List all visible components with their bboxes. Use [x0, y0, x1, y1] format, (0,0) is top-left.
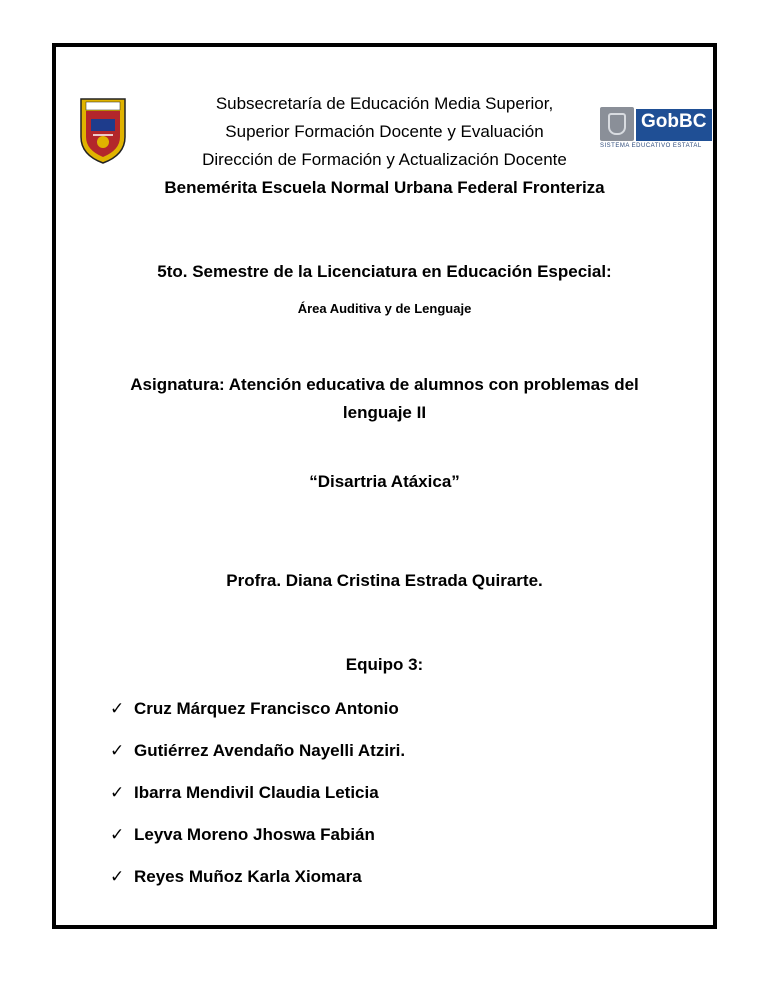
list-item: [110, 739, 405, 781]
header-line-3: Dirección de Formación y Actualización Docente: [202, 150, 567, 169]
checkmark-icon: ✓: [110, 867, 125, 886]
header-line-1: Subsecretaría de Educación Media Superior,: [215, 94, 554, 113]
member-name: Leyva Moreno Jhoswa Fabián: [134, 825, 375, 844]
semester-line: 5to. Semestre de la Licenciatura en Educación Especial:: [157, 262, 612, 281]
checkmark-icon: ✓: [110, 783, 125, 802]
member-name: Reyes Muñoz Karla Xiomara: [134, 867, 362, 886]
member-name: Cruz Márquez Francisco Antonio: [134, 699, 399, 718]
team-member-list: [110, 697, 405, 907]
teacher-name: Profra. Diana Cristina Estrada Quirarte.: [226, 571, 543, 590]
member-name: Ibarra Mendivil Claudia Leticia: [134, 783, 379, 802]
gobbc-brand: GobBC: [636, 109, 712, 141]
list-item: [110, 865, 405, 907]
document-title: “Disartria Atáxica”: [309, 472, 460, 491]
area-line: Área Auditiva y de Lenguaje: [297, 301, 472, 316]
list-item: [110, 781, 405, 823]
subject-line-2: lenguaje II: [342, 403, 427, 422]
subject-line-1: Asignatura: Atención educativa de alumnos con problemas del: [130, 375, 639, 394]
gobbc-caption: SISTEMA EDUCATIVO ESTATAL: [600, 143, 702, 149]
list-item: [110, 823, 405, 865]
school-name: Benemérita Escuela Normal Urbana Federal Fronteriza: [164, 178, 605, 197]
header-line-2: Superior Formación Docente y Evaluación: [225, 122, 544, 141]
list-item: [110, 697, 405, 739]
checkmark-icon: ✓: [110, 699, 125, 718]
team-label: Equipo 3:: [345, 655, 424, 674]
member-name: Gutiérrez Avendaño Nayelli Atziri.: [134, 741, 406, 760]
checkmark-icon: ✓: [110, 741, 125, 760]
checkmark-icon: ✓: [110, 825, 125, 844]
